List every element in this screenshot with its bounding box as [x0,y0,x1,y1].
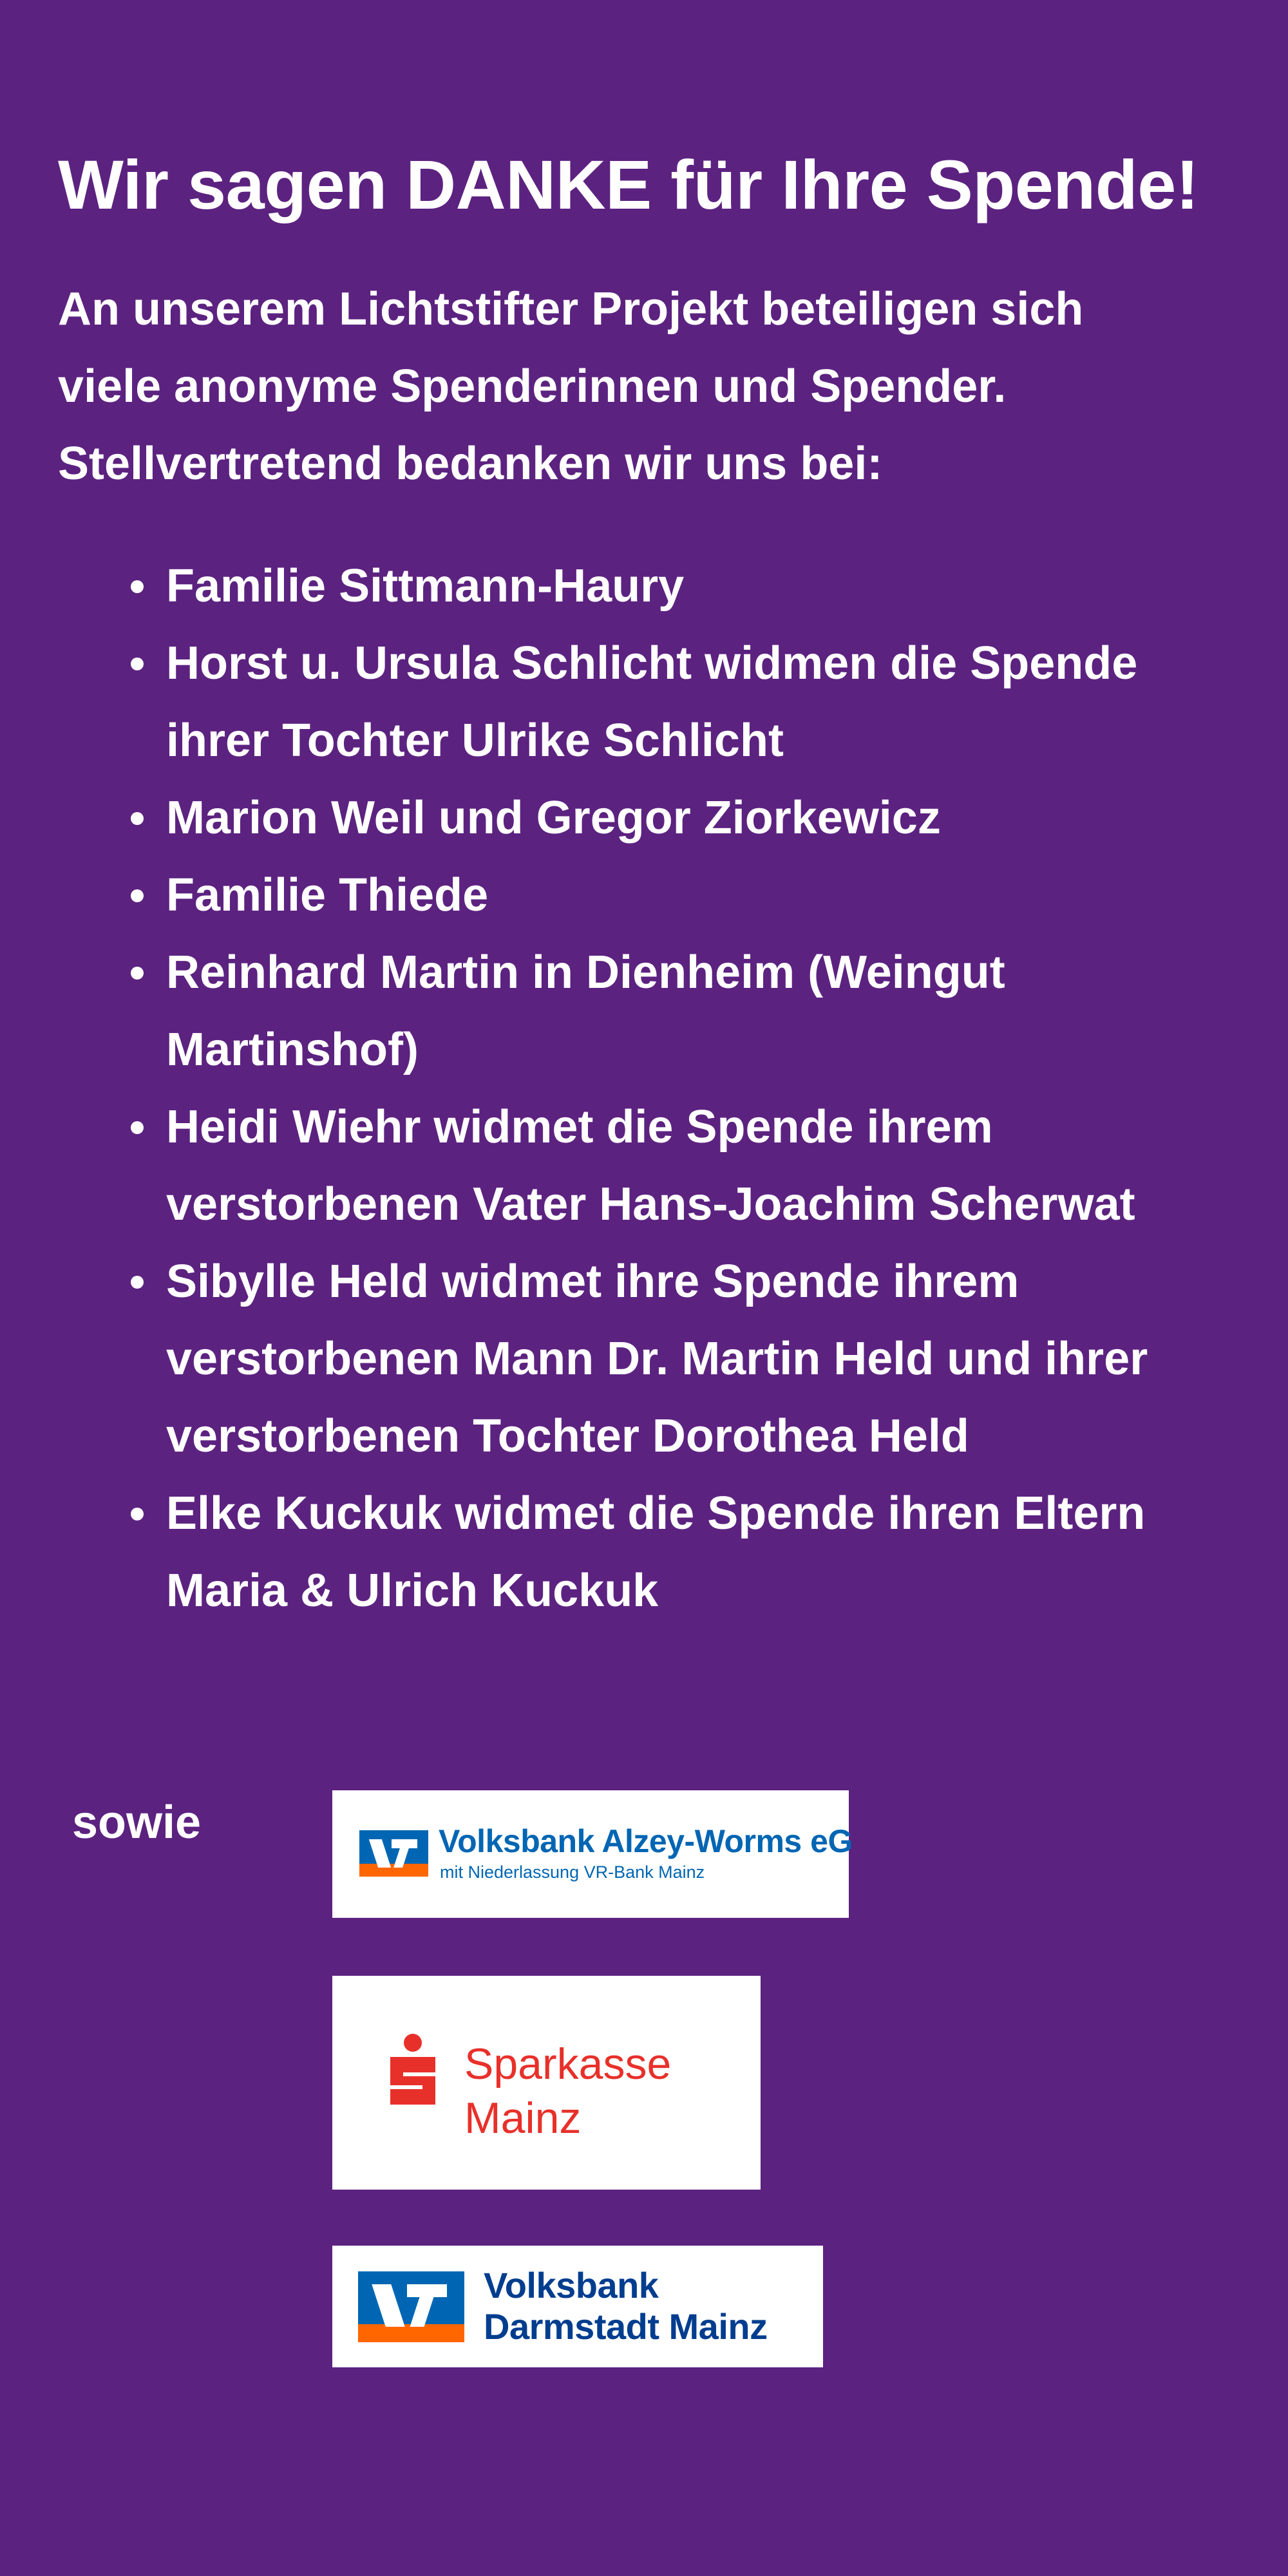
donor-line: Marion Weil und Gregor Ziorkewicz [166,792,941,844]
donor-line: Familie Thiede [166,869,489,921]
intro-line: viele anonyme Spenderinnen und Spender. [58,361,1007,412]
list-item [166,547,1261,625]
donor-line: Heidi Wiehr widmet die Spende ihrem [166,1101,993,1153]
list-item [166,1243,1261,1475]
volksbank-logo-icon [359,1830,428,1877]
donor-line: Reinhard Martin in Dienheim (Weingut [166,947,1005,998]
intro-line: Stellvertretend bedanken wir uns bei: [58,438,883,489]
volksbank-alzey-name: Volksbank Alzey-Worms eG [439,1823,853,1859]
page-title: Wir sagen DANKE für Ihre Spende! [58,146,1199,223]
volksbank-logo-icon [358,2271,464,2342]
sparkasse-name [464,2037,671,2145]
intro-line: An unserem Lichtstifter Projekt beteiligen sich [58,283,1084,335]
list-item [166,1475,1261,1629]
donor-line: ihrer Tochter Ulrike Schlicht [166,715,784,766]
donor-line: Familie Sittmann-Haury [166,560,685,612]
list-item [166,1088,1261,1243]
volksbank-darmstadt-name [484,2265,768,2347]
list-item [166,934,1261,1088]
list-item [166,779,1261,857]
donor-line: verstorbenen Tochter Dorothea Held [166,1410,969,1462]
volksbank-alzey-worms-logo [332,1790,853,1918]
volksbank-alzey-subtitle: mit Niederlassung VR-Bank Mainz [440,1862,705,1882]
volksbank-darmstadt-name-line: Darmstadt Mainz [484,2306,768,2347]
donor-line: Elke Kuckuk widmet die Spende ihren Eltern [166,1488,1146,1539]
donor-line: verstorbenen Mann Dr. Martin Held und ihrer [166,1333,1148,1385]
volksbank-darmstadt-mainz-logo [332,2246,823,2367]
donor-line: Sibylle Held widmet ihre Spende ihrem [166,1256,1019,1307]
sparkasse-icon [384,2032,442,2110]
volksbank-darmstadt-name-line: Volksbank [484,2265,659,2306]
intro-text [58,270,1243,502]
donor-line: verstorbenen Vater Hans-Joachim Scherwat [166,1179,1135,1230]
sowie-label: sowie [72,1797,202,1848]
donor-list [166,547,1261,1629]
donor-line: Maria & Ulrich Kuckuk [166,1565,659,1616]
sparkasse-name-line: Mainz [464,2094,582,2143]
list-item [166,857,1261,934]
sparkasse-name-line: Sparkasse [464,2040,672,2088]
list-item [166,625,1261,779]
donor-line: Martinshof) [166,1024,419,1075]
sparkasse-mainz-logo [332,1976,761,2190]
donor-line: Horst u. Ursula Schlicht widmen die Spende [166,638,1138,689]
